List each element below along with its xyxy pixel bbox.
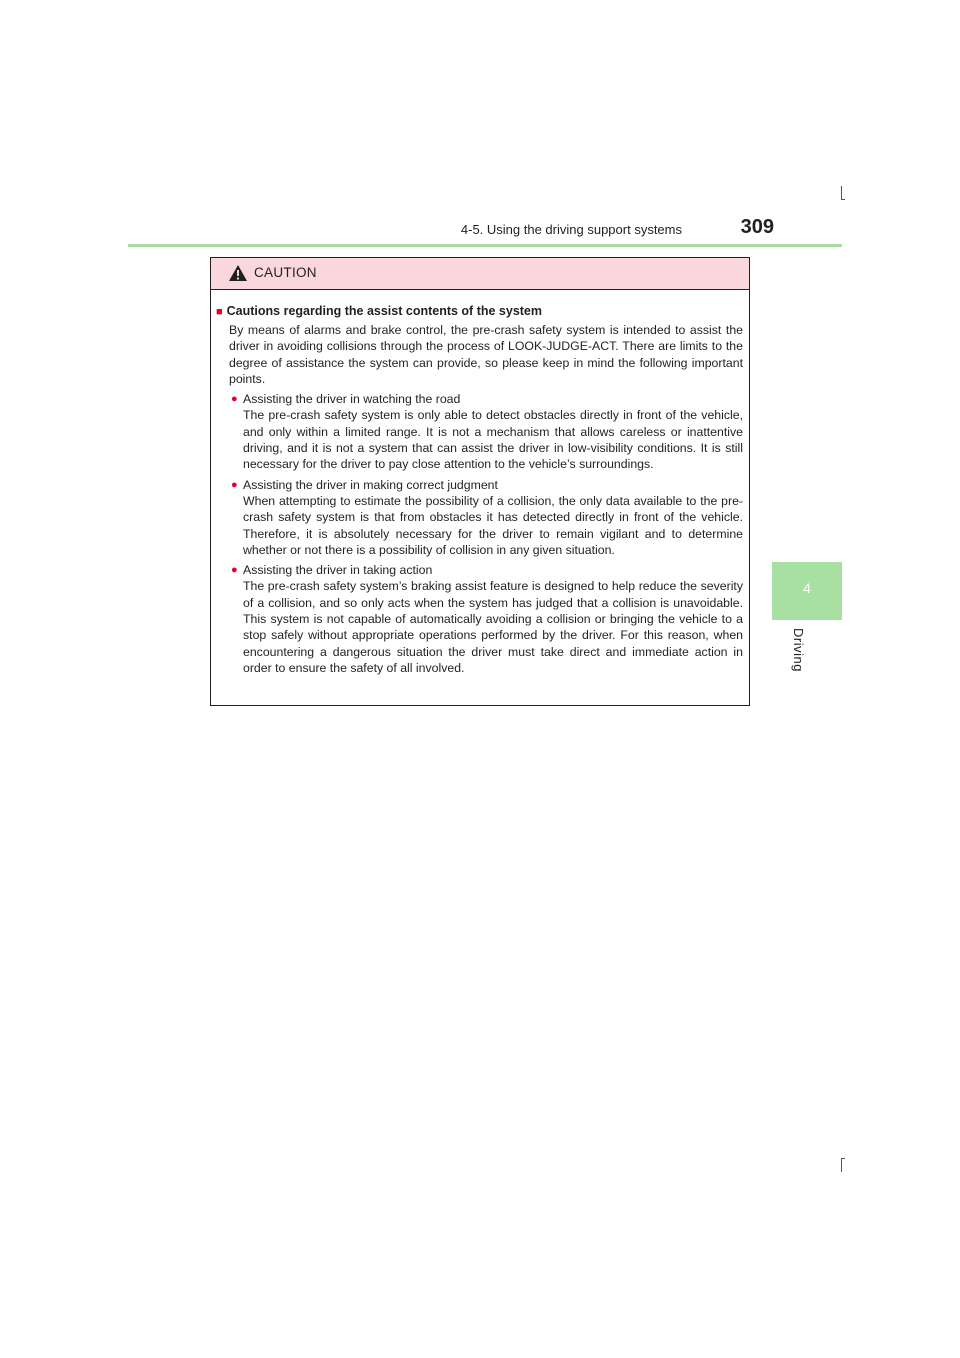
caution-box — [210, 257, 750, 706]
header-rule — [128, 244, 842, 247]
crop-mark-bottom — [841, 1158, 842, 1172]
list-item-text: The pre-crash safety system is only able to detect obstacles directly in front of the vehicle, and only within a limited range. It is not a mechanism that allows careless or inattentive driving, and it is not a system that can assist the driver in low-visibility conditions. It is still necessary for the driver to pay close attention to the vehicle’s surroundings. — [243, 408, 743, 472]
caution-title: CAUTION — [254, 265, 317, 280]
chapter-number: 4 — [803, 580, 811, 596]
list-item-title: Assisting the driver in taking action — [243, 563, 433, 578]
caution-header — [211, 258, 749, 290]
list-item — [231, 477, 743, 558]
list-item-title: Assisting the driver in making correct judgment — [243, 477, 498, 492]
list-item-title: Assisting the driver in watching the road — [243, 392, 461, 407]
square-bullet-icon: ■ — [216, 306, 223, 318]
dot-bullet-icon: ● — [231, 393, 238, 406]
dot-bullet-icon: ● — [231, 564, 238, 577]
warning-triangle-icon — [228, 264, 248, 282]
crop-mark-top-foot — [841, 199, 845, 200]
list-item — [231, 562, 743, 676]
list-item-content — [243, 477, 743, 558]
list-item-text: The pre-crash safety system’s braking assist feature is designed to help reduce the severity of a collision, and so only acts when the system has judged that a collision is unavoidable. This system is not capable of automatically avoiding a collision or bringing the vehicle to a stop safely without appropriate operations performed by the driver. For this reason, when encountering a dangerous situation the driver must take direct and immediate action in order to ensure the safety of all involved. — [243, 579, 743, 675]
list-item — [231, 391, 743, 472]
list-item-text: When attempting to estimate the possibility of a collision, the only data available to the pre-crash safety system is that from obstacles it has detected directly in front of the vehicle. Therefore, it is absolutely necessary for the driver to remain vigilant and to determine whether or not there is a possibility of collision in any given situation. — [243, 493, 743, 557]
list-item-content — [243, 562, 743, 676]
page-number: 309 — [740, 216, 774, 238]
list-item-content — [243, 391, 743, 472]
dot-bullet-icon: ● — [231, 478, 238, 491]
caution-heading-text: Cautions regarding the assist contents of the system — [226, 304, 543, 318]
caution-intro: By means of alarms and brake control, the pre-crash safety system is intended to assist the driver in avoiding collisions through the process of LOOK-JUDGE-ACT. There are limits to the degree of assistance the system can provide, so please keep in mind the following important points. — [229, 323, 743, 386]
page-header — [128, 216, 842, 244]
caution-body — [211, 290, 749, 676]
crop-mark-bottom-foot — [841, 1158, 845, 1159]
caution-heading — [216, 303, 743, 320]
chapter-label: Driving — [791, 628, 806, 672]
crop-mark-top — [841, 186, 842, 200]
chapter-tab — [772, 562, 842, 620]
section-title: 4-5. Using the driving support systems — [460, 222, 682, 237]
